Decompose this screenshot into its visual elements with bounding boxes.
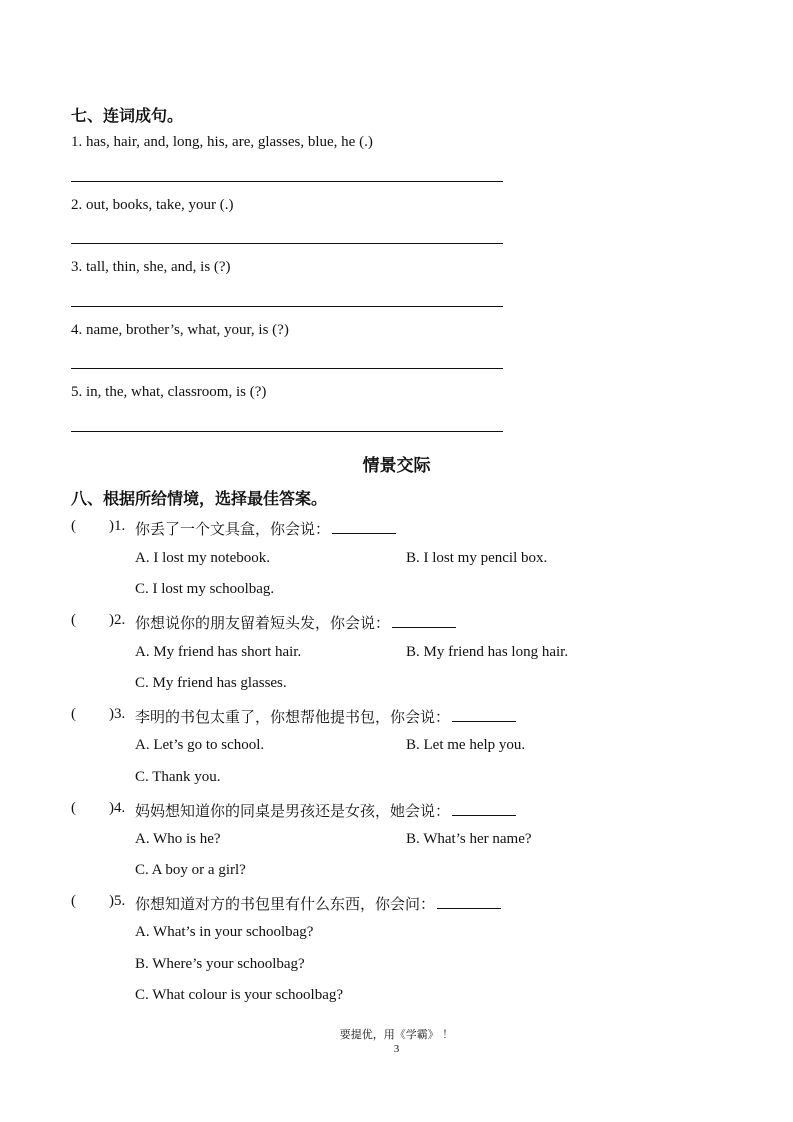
question-number: )5. bbox=[109, 893, 126, 909]
question-number: )2. bbox=[109, 612, 126, 628]
option-a: A. Let’s go to school. bbox=[135, 737, 265, 753]
question-text: 你想说你的朋友留着短头发，你会说： bbox=[135, 612, 456, 633]
question-text: 你想知道对方的书包里有什么东西，你会问： bbox=[135, 893, 501, 914]
option-a: A. Who is he? bbox=[135, 831, 221, 847]
reorder-item-2: 2. out, books, take, your (.) bbox=[71, 197, 234, 213]
fill-blank[interactable] bbox=[437, 894, 501, 909]
option-a: A. What’s in your schoolbag? bbox=[135, 924, 314, 940]
fill-blank[interactable] bbox=[452, 707, 516, 722]
option-c: C. A boy or a girl? bbox=[135, 862, 246, 878]
question-1 bbox=[0, 518, 793, 540]
answer-line-3[interactable] bbox=[71, 306, 503, 307]
option-c: C. I lost my schoolbag. bbox=[135, 581, 275, 597]
question-2 bbox=[0, 612, 793, 634]
option-a: A. I lost my notebook. bbox=[135, 550, 270, 566]
answer-line-1[interactable] bbox=[71, 181, 503, 182]
option-b: B. Let me help you. bbox=[406, 737, 526, 753]
section-8-title: 八、根据所给情境，选择最佳答案。 bbox=[71, 489, 328, 508]
option-c: C. My friend has glasses. bbox=[135, 675, 287, 691]
fill-blank[interactable] bbox=[332, 519, 396, 534]
option-b: B. I lost my pencil box. bbox=[406, 550, 548, 566]
question-3 bbox=[0, 706, 793, 728]
answer-paren[interactable]: ( bbox=[71, 800, 76, 816]
situational-dialogue-heading: 情景交际 bbox=[362, 456, 431, 476]
answer-line-2[interactable] bbox=[71, 243, 503, 244]
question-number: )4. bbox=[109, 800, 126, 816]
answer-paren[interactable]: ( bbox=[71, 893, 76, 909]
option-a: A. My friend has short hair. bbox=[135, 644, 302, 660]
reorder-item-3: 3. tall, thin, she, and, is (?) bbox=[71, 259, 231, 275]
option-c: C. Thank you. bbox=[135, 769, 221, 785]
answer-line-4[interactable] bbox=[71, 368, 503, 369]
fill-blank[interactable] bbox=[452, 801, 516, 816]
reorder-item-1: 1. has, hair, and, long, his, are, glasses, blue, he (.) bbox=[71, 134, 373, 150]
option-b: B. Where’s your schoolbag? bbox=[135, 956, 305, 972]
question-text: 妈妈想知道你的同桌是男孩还是女孩，她会说： bbox=[135, 800, 516, 821]
page-number: 3 bbox=[393, 1043, 400, 1055]
answer-paren[interactable]: ( bbox=[71, 518, 76, 534]
reorder-item-4: 4. name, brother’s, what, your, is (?) bbox=[71, 322, 289, 338]
question-number: )3. bbox=[109, 706, 126, 722]
fill-blank[interactable] bbox=[392, 613, 456, 628]
question-4 bbox=[0, 800, 793, 822]
answer-line-5[interactable] bbox=[71, 431, 503, 432]
option-b: B. My friend has long hair. bbox=[406, 644, 569, 660]
question-text: 李明的书包太重了，你想帮他提书包，你会说： bbox=[135, 706, 516, 727]
option-c: C. What colour is your schoolbag? bbox=[135, 987, 344, 1003]
reorder-item-5: 5. in, the, what, classroom, is (?) bbox=[71, 384, 267, 400]
section-7-title: 七、连词成句。 bbox=[71, 106, 184, 125]
question-5 bbox=[0, 893, 793, 915]
answer-paren[interactable]: ( bbox=[71, 706, 76, 722]
question-number: )1. bbox=[109, 518, 126, 534]
answer-paren[interactable]: ( bbox=[71, 612, 76, 628]
question-text: 你丢了一个文具盒，你会说： bbox=[135, 518, 396, 539]
footer-slogan: 要提优，用《学霸》 ！ bbox=[339, 1028, 454, 1041]
option-b: B. What’s her name? bbox=[406, 831, 532, 847]
